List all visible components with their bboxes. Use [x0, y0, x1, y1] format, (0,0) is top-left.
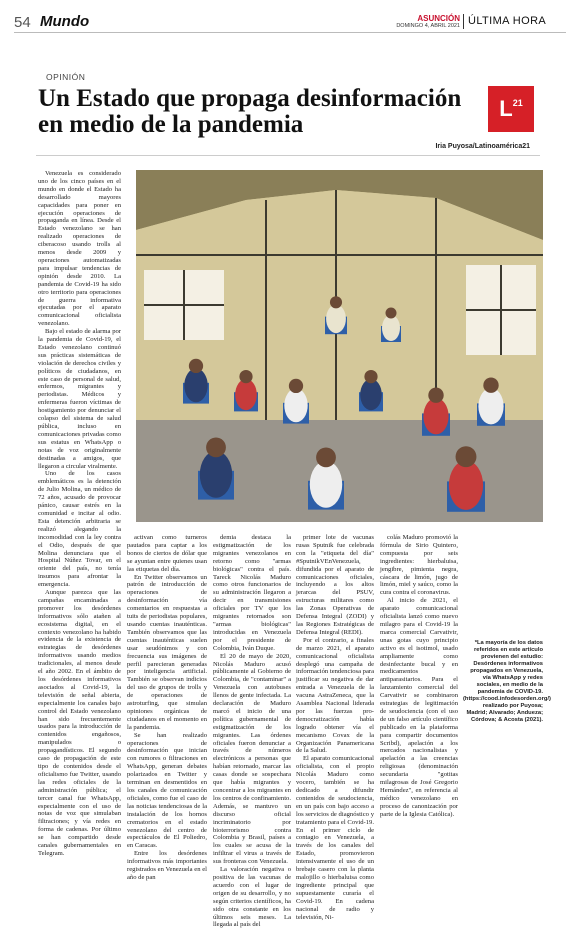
paragraph: demia destaca la estigmatización de los migrantes venezolanos en retorno como "armas biológicas" contra el país. Tareck Nicolás Maduro como otros funcionarios de su administración llegaron a decir en transmisiones oficiales por TV que los migrantes retornados son "armas biológicas" introducidas en Venezuela por el presidente de Colombia, Iván Duque.	[213, 534, 291, 652]
paragraph: activan como turneros pautados para captar a los bonos de ciertos de dólar que se ayuntan entre quienes usan las etiquetas del día.	[127, 534, 207, 573]
byline: Iria Puyosa/Latinoamérica21	[435, 143, 530, 150]
article-column-1	[38, 170, 121, 857]
paper-date: DOMINGO 4, ABRIL 2021	[396, 23, 460, 29]
edition-name: ÚLTIMA HORA	[468, 15, 547, 27]
paragraph: El 20 de mayo de 2020, Nicolás Maduro acusó públicamente al Gobierno de Colombia, de "contaminar" a Venezuela con autobuses llenos de gente infectada. La declaración de Maduro marcó el inicio de una política gubernamental de estigmatización de los migrantes. Las órdenes oficiales fueron denunciar a través de números electrónicos a personas que habían retornado, marcar las casas donde se sospechara que había migrantes y concentrar a los migrantes en los centros de confinamiento. Además, se mantuvo un discurso oficial incriminatorio por bioterrorismo contra Colombia y Brasil, países a los cuales se acusa de la infiltrar el virus a través de sus fronteras con Venezuela.	[213, 652, 291, 866]
paragraph: Bajo el estado de alarma por la pandemia de Covid-19, el Estado venezolano continuó sus prácticas sistemáticas de violación de derechos civiles y políticos de ciudadanos, en este caso de personal de salud, enfermos, migrantes y periodistas. Médicos y enfermeras fueron víctimas de hostigamiento por denunciar el colapso del sistema de salud pública, incluso en comunicaciones privadas como sus estatus en WhatsApp o notas de voz originalmente destinadas a amigos, que llegaron a circular viralmente.	[38, 328, 121, 470]
top-rule	[14, 32, 566, 33]
paragraph: Por el contrario, a finales de marzo 2021, el aparato comunicacional oficialista desplegó una campaña de información tendenciosa para justificar su negativa de dar entrada a Venezuela de la vacuna AstraZeneca, que la Asamblea Nacional liderada por las fuerzas pro-democratización había logrado obtener vía el mecanismo Covax de la Organización Panamericana de la Salud.	[296, 636, 374, 755]
paragraph: En Twitter observamos un patrón de introducción de operaciones de desinformación vía comentarios en respuestas a tuits de periodistas populares, usando cuentas inauténticas. También observamos que las cuentas inauténticas suelen usar seudónimos y con frecuencia sus imágenes de perfil parecieran generadas por inteligencia artificial. También se observan indicios del uso de grupos de trolls y de operaciones de astroturfing, que simulan opiniones orgánicas de ciudadanos en el momento en la pandemia.	[127, 573, 207, 731]
article-column-5	[380, 534, 458, 818]
latinoamerica21-logo	[488, 86, 534, 132]
article-column-2	[127, 534, 207, 881]
kicker: OPINIÓN	[46, 72, 86, 82]
footnote: *La mayoría de los datos referidos en este artículo provienen del estudio: Desórdenes informativos propagados en Venezuela, vía WhatsApp y redes sociales, en medio de la pandemia de COVID-19. (https://cood.infodesorden.org/) realizado por Puyosa; Madrid; Alvarado; Andueza; Córdova; & Acosta (2021).	[463, 640, 551, 723]
masthead	[0, 0, 580, 30]
paragraph: Al inicio de 2021, el aparato comunicacional oficialista lanzó como nuevo milagro para el Covid-19 la marca comercial Carvativir, unas gotas cuyo principio activo es el isotimol, usado ampliamente como desinfectante bucal y en medicamentos antiparasitarios. Para el lanzamiento comercial del Carvativir se combinaron estrategias de legitimación de seudociencia (con el uso de un falso artículo científico publicado en la plataforma para compartir documentos Scribd), apelación a los mercados nacionalistas y apelación a las creencias religiosas (denominación secundaria "gotitas milagrosas de José Gregorio Hernández", en referencia al médico venezolano en proceso de canonización por parte de la Iglesia Católica).	[380, 597, 458, 818]
header-rule	[36, 155, 540, 156]
paragraph: La valoración negativa o positiva de las vacunas de acuerdo con el lugar de origen de su desarrollo, y no según criterios científicos, ha sido otra constante en los últimos seis meses. La llegada al país del	[213, 866, 291, 929]
paragraph: colás Maduro promovió la fórmula de Sirio Quintero, compuesta por seis ingredientes: hierbaluisa, jengibre, pimienta negra, cáscara de limón, jugo de limón, miel y saúco, como la cura contra el coronavirus.	[380, 534, 458, 597]
paragraph: primer lote de vacunas rusas Sputnik fue celebrada con la "etiqueta del día" #SputnikVEnVenezuela, difundida por el aparato de comunicaciones oficiales, incluyendo a los altos jerarcas del PSUV, estructuras militares como las Zonas Operativas de Defensa Integral (ZODI) y las Regiones Estratégicas de Defensa Integral (REDI).	[296, 534, 374, 636]
paragraph: Entre los desórdenes informativos más importantes registrados en Venezuela en el año de pan	[127, 850, 207, 881]
paper-name: ASUNCIÓN	[417, 14, 460, 23]
section-title: Mundo	[40, 13, 90, 30]
paragraph: Aunque parezca que las campañas encaminadas a promover los desórdenes informativos sólo atañen al ecosistema digital, en el contexto venezolano ha habido evidencia de la existencia de estrategias de desórdenes informativos usando medios tradicionales, al menos desde el año 2002. En el ámbito de los desórdenes informativos asociados al Covid-19, la televisión de señal abierta, especialmente los canales bajo control del Estado venezolano han sido frecuentemente usados para la introducción de contenidos engañosos, manipulados o propagandísticos. El segundo caso de propagación de este tipo de contenidos desde el oficialismo fue Twitter, usando las redes oficiales de la administración pública; el tercer canal fue WhatsApp, especialmente con el uso de notas de voz que simulaban filtraciones; y vía redes en forma de cadenas. Por último se han compartido desde canales gubernamentales en Telegram.	[38, 589, 121, 857]
masthead-divider	[463, 14, 464, 29]
logo-number: 21	[512, 98, 523, 108]
paragraph: Venezuela es considerado uno de los cinco países en el mundo en donde el Estado ha desarrollado mayores capacidades para poner en ejecución operaciones de propaganda en línea. Desde el Estado venezolano se han realizado operaciones de ciberacoso usando trolls al menos desde 2009 y operaciones automatizadas para impulsar tendencias de opinión desde 2010. La pandemia de Covid-19 ha sido otro territorio para operaciones de guerra informativa ejecutadas por el aparato comunicacional oficialista venezolano.	[38, 170, 121, 328]
paragraph: El aparato comunicacional oficialista, con el propio Nicolás Maduro como vocero, también se ha dedicado a difundir contenidos de seudociencia, en un país con bajo acceso a los servicios de diagnóstico y tratamiento para el Covid-19. En el primer ciclo de contagio en Venezuela, a través de los canales del Estado, promovieron intensivamente el uso de un brebaje casero con la planta malojillo o hierbaluisa como ingrediente principal que supuestamente curaría el Covid-19. En cadena nacional de radio y televisión, Ni-	[296, 755, 374, 921]
page-number: 54	[14, 14, 31, 31]
paragraph: Se han realizado operaciones de desinformación que inician con rumores o filtraciones en WhatsApp, generan debates polarizados en Twitter y terminan en desmentidos en los canales de comunicación oficiales, como fue el caso de las noticias tendenciosas de la instalación de los hornos crematorios en el estado venezolano del centro de espectáculos de El Poliedro, en Caracas.	[127, 731, 207, 850]
paper-info	[392, 14, 460, 30]
article-column-4	[296, 534, 374, 921]
paragraph: Uno de los casos emblemáticos es la detención de Julio Molina, un médico de 72 años, acusado de provocar pánico, causar estrés en la comunidad e incitar al odio. Esta detención arbitraria se realizó alegando la incomodidad con la ley contra el Odio, después de que Molina denunciara que el Hospital Núñez Tovar, en el oriente del país, no tenía insumos para afrontar la emergencia.	[38, 470, 121, 589]
logo-letter: L	[499, 96, 513, 121]
article-column-6	[463, 390, 543, 630]
article-column-3	[213, 534, 291, 929]
headline: Un Estado que propaga desinformación en medio de la pandemia	[38, 85, 462, 138]
